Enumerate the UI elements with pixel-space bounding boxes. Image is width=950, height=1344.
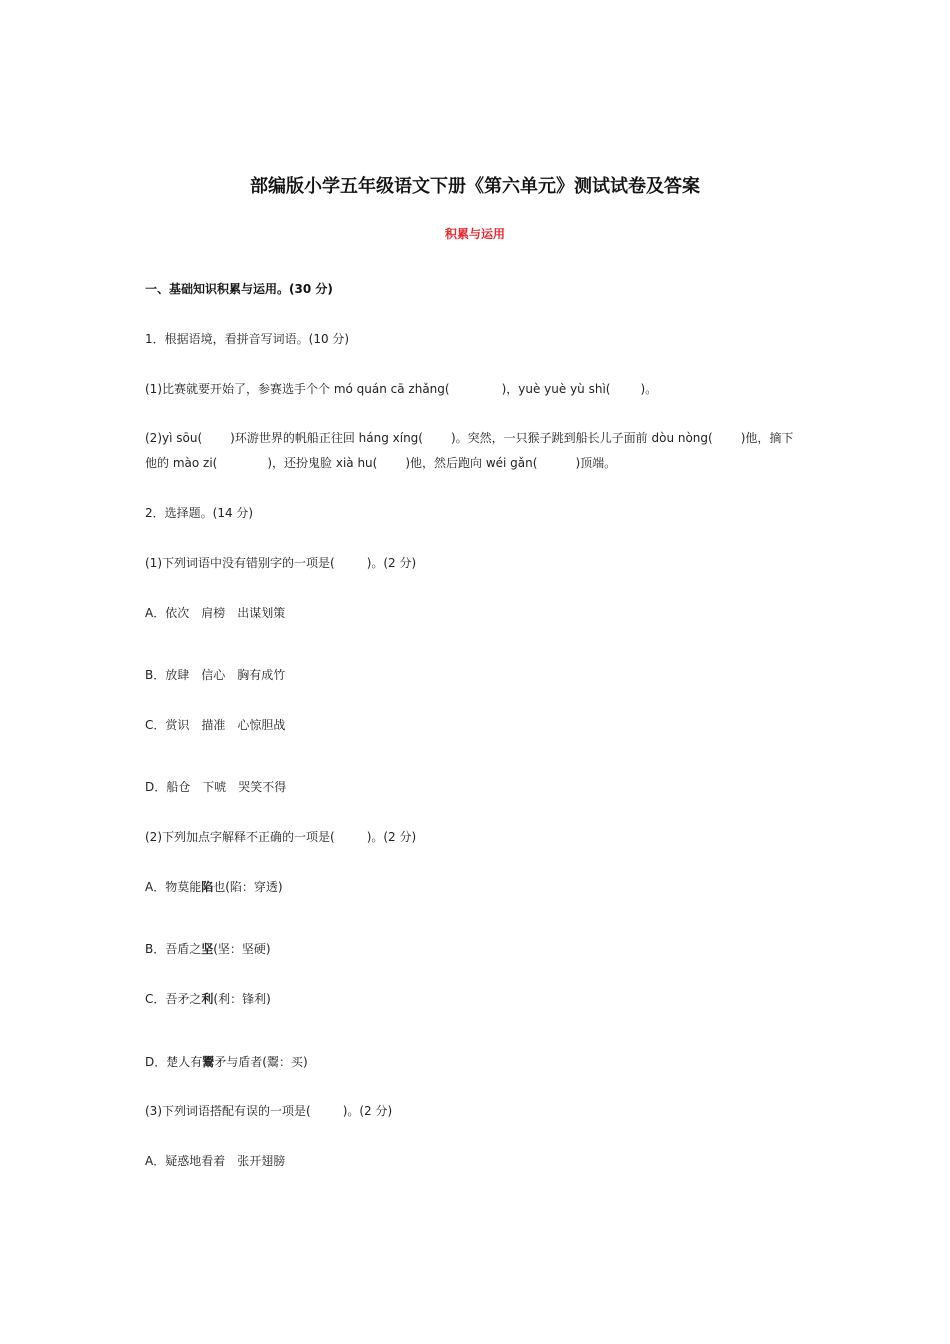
option-c — [145, 987, 810, 1012]
text-segment: )。(2 分) — [342, 1104, 393, 1118]
dotted-character: 鬻 — [202, 1055, 215, 1069]
text-segment: )。(2 分) — [366, 830, 417, 844]
option-d: D．船仓 下唬 哭笑不得 — [145, 780, 287, 794]
option-a: A．依次 肩榜 出谋划策 — [145, 606, 286, 620]
question-1-sentence-2-line-1 — [145, 426, 810, 451]
text-segment: (2)下列加点字解释不正确的一项是( — [145, 830, 335, 844]
question-1-prompt: 1．根据语境，看拼音写词语。(10 分) — [145, 332, 350, 346]
text-segment: )。(2 分) — [366, 556, 417, 570]
text-segment: (1)下列词语中没有错别字的一项是( — [145, 556, 335, 570]
section-heading: 一、基础知识积累与运用。(30 分) — [145, 282, 333, 296]
text-segment: )环游世界的帆船正往回 háng xíng( — [230, 431, 423, 445]
question-2-1-stem — [145, 551, 810, 576]
text-segment: 矛与盾者(鬻：买) — [214, 1055, 308, 1069]
text-segment: A．物莫能 — [145, 880, 202, 894]
text-segment: )，yuè yuè yù shì( — [501, 382, 611, 396]
text-segment: C．吾矛之 — [145, 992, 202, 1006]
text-segment: )他，摘下 — [740, 431, 794, 445]
option-b: B．放肆 信心 胸有成竹 — [145, 668, 286, 682]
document-subtitle: 积累与运用 — [444, 227, 505, 241]
question-1-sentence-1 — [145, 377, 810, 402]
dotted-character: 陷 — [201, 880, 214, 894]
option-a — [145, 875, 810, 900]
text-segment: 也(陷：穿透) — [213, 880, 283, 894]
option-c: C．赏识 描准 心惊胆战 — [145, 718, 286, 732]
text-segment: 他的 mào zi( — [145, 456, 218, 470]
question-2-prompt: 2．选择题。(14 分) — [145, 506, 254, 520]
option-a: A．疑惑地看着 张开翅膀 — [145, 1154, 286, 1168]
text-segment: )。 — [640, 382, 658, 396]
text-segment: (坚：坚硬) — [213, 942, 271, 956]
option-d — [145, 1050, 810, 1075]
dotted-character: 坚 — [201, 942, 214, 956]
text-segment: (3)下列词语搭配有误的一项是( — [145, 1104, 311, 1118]
text-segment: (1)比赛就要开始了，参赛选手个个 mó quán cā zhǎng( — [145, 382, 450, 396]
text-segment: (2)yì sōu( — [145, 431, 203, 445]
option-b — [145, 937, 810, 962]
document-title: 部编版小学五年级语文下册《第六单元》测试试卷及答案 — [250, 176, 700, 197]
question-2-3-stem — [145, 1099, 810, 1124]
text-segment: )他，然后跑向 wéi gǎn( — [405, 456, 538, 470]
text-segment: )，还扮鬼脸 xià hu( — [267, 456, 378, 470]
text-segment: )。突然，一只猴子跳到船长儿子面前 dòu nòng( — [450, 431, 713, 445]
question-1-sentence-2-line-2 — [145, 451, 810, 476]
text-segment: D．楚人有 — [145, 1055, 203, 1069]
text-segment: B．吾盾之 — [145, 942, 202, 956]
text-segment: (利：锋利) — [213, 992, 271, 1006]
text-segment: )顶端。 — [575, 456, 617, 470]
question-2-2-stem — [145, 825, 810, 850]
dotted-character: 利 — [201, 992, 214, 1006]
